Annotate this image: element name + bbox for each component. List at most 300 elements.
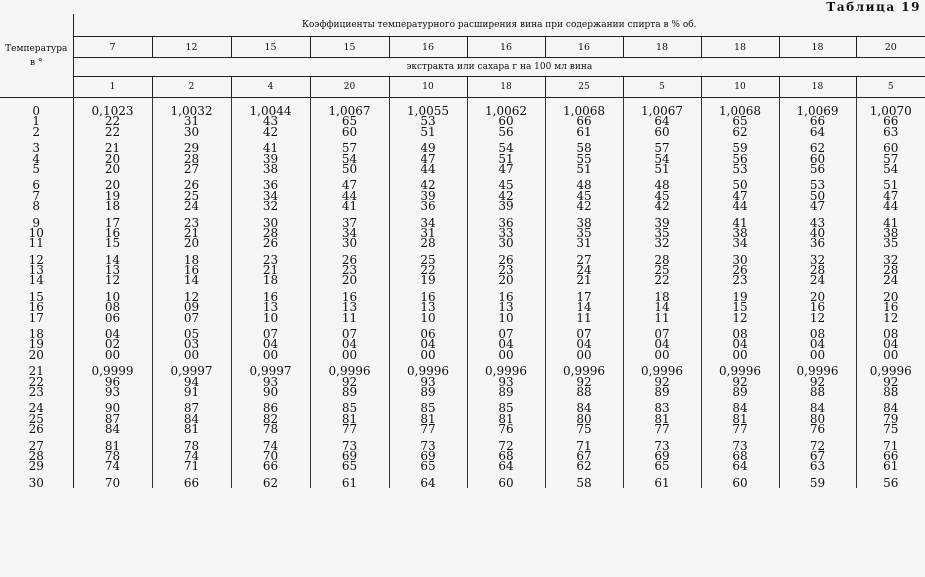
coefficient-value: 38 xyxy=(732,225,748,240)
coefficient-cell xyxy=(467,98,545,138)
coefficient-value: 28 xyxy=(262,225,279,240)
coefficient-value: 71 xyxy=(883,438,899,453)
coefficient-value: 08 xyxy=(809,327,826,342)
coefficient-cell xyxy=(856,472,925,488)
coefficient-cell xyxy=(152,360,231,397)
coefficient-cell xyxy=(545,360,623,397)
coefficient-value: 00 xyxy=(498,347,514,362)
temperature-value: 6 xyxy=(32,178,41,193)
coefficient-cell xyxy=(779,212,856,249)
coefficient-value: 67 xyxy=(576,448,592,463)
coefficient-value: 10 xyxy=(420,310,436,325)
temperature-value: 4 xyxy=(32,151,41,166)
coefficient-value: 81 xyxy=(420,411,436,426)
coefficient-value: 65 xyxy=(341,114,358,129)
coefficient-cell xyxy=(231,212,310,249)
coefficient-value: 71 xyxy=(576,438,592,453)
coefficient-value: 68 xyxy=(732,448,748,463)
temperature-value: 13 xyxy=(28,263,44,278)
coefficient-value: 64 xyxy=(420,475,436,490)
coefficient-value: 74 xyxy=(262,438,279,453)
coefficient-cell xyxy=(779,397,856,437)
coefficient-value: 0,9997 xyxy=(249,364,292,379)
coefficient-value: 85 xyxy=(498,401,514,416)
table-row xyxy=(0,174,925,211)
coefficient-value: 20 xyxy=(809,289,826,304)
coefficient-cell xyxy=(231,397,310,437)
coefficient-value: 63 xyxy=(809,459,826,474)
temperature-value: 28 xyxy=(28,448,44,463)
coefficient-value: 47 xyxy=(883,188,899,203)
coefficient-value: 47 xyxy=(498,161,514,176)
coefficient-cell xyxy=(701,323,779,360)
coefficient-value: 33 xyxy=(498,225,514,240)
coefficient-value: 65 xyxy=(341,459,358,474)
coefficient-value: 11 xyxy=(341,310,358,325)
coefficient-value: 56 xyxy=(732,151,748,166)
temperature-value: 18 xyxy=(28,327,44,342)
coefficient-value: 00 xyxy=(732,347,748,362)
temperature-value: 25 xyxy=(28,411,44,426)
coefficient-value: 10 xyxy=(104,289,121,304)
temperature-value: 24 xyxy=(28,401,44,416)
coefficient-value: 10 xyxy=(498,310,514,325)
coefficient-value: 28 xyxy=(809,263,826,278)
coefficient-value: 0,9996 xyxy=(407,364,449,379)
coefficient-value: 21 xyxy=(262,263,279,278)
coefficient-value: 06 xyxy=(104,310,121,325)
coefficient-value: 0,9996 xyxy=(719,364,761,379)
coefficient-value: 42 xyxy=(498,188,514,203)
temperature-cell xyxy=(0,435,73,472)
table-row xyxy=(0,212,925,249)
coefficient-cell xyxy=(779,472,856,488)
coefficient-value: 77 xyxy=(654,422,670,437)
temperature-value: 8 xyxy=(32,199,41,214)
extract-label: экстракта или сахара г на 100 мл вина xyxy=(73,58,925,77)
coefficient-cell xyxy=(231,435,310,472)
coefficient-cell xyxy=(310,323,389,360)
coefficient-value: 12 xyxy=(732,310,748,325)
temperature-value: 27 xyxy=(28,438,44,453)
coefficient-cell xyxy=(545,174,623,214)
coefficient-cell xyxy=(389,137,467,174)
coefficient-value: 66 xyxy=(576,114,592,129)
coefficient-value: 07 xyxy=(576,327,592,342)
coefficient-value: 28 xyxy=(183,151,200,166)
coefficient-value: 25 xyxy=(420,252,436,267)
coefficient-value: 34 xyxy=(262,188,279,203)
coefficient-value: 22 xyxy=(104,114,121,129)
coefficient-cell xyxy=(701,249,779,286)
coefficient-value: 44 xyxy=(341,188,358,203)
temperature-value: 5 xyxy=(32,161,41,176)
coefficient-value: 75 xyxy=(576,422,592,437)
temperature-cell xyxy=(0,98,73,138)
coefficient-cell xyxy=(701,360,779,397)
coefficient-cell xyxy=(467,286,545,323)
coefficient-value: 80 xyxy=(576,411,592,426)
coefficient-value: 12 xyxy=(104,273,121,288)
temperature-value: 30 xyxy=(28,475,44,490)
coefficient-value: 23 xyxy=(498,263,514,278)
coefficient-value: 81 xyxy=(104,438,121,453)
coefficient-value: 18 xyxy=(183,252,200,267)
coefficient-value: 1,0069 xyxy=(796,104,839,118)
coefficient-cell xyxy=(73,98,152,138)
coefficient-cell xyxy=(467,360,545,397)
coefficient-value: 51 xyxy=(420,124,436,139)
coefficient-value: 20 xyxy=(104,151,121,166)
coefficient-cell xyxy=(623,435,701,472)
coefficient-value: 60 xyxy=(809,151,826,166)
coefficient-value: 30 xyxy=(262,215,279,230)
coefficient-value: 92 xyxy=(732,374,748,389)
coefficient-value: 47 xyxy=(732,188,748,203)
coefficient-cell xyxy=(467,174,545,214)
coefficient-cell xyxy=(231,323,310,360)
coefficient-value: 59 xyxy=(809,475,826,490)
coefficient-value: 20 xyxy=(104,178,121,193)
temperature-value: 0 xyxy=(32,104,41,118)
coefficient-value: 60 xyxy=(341,124,358,139)
coefficient-value: 20 xyxy=(883,289,899,304)
coefficient-value: 13 xyxy=(262,300,279,315)
coefficient-value: 44 xyxy=(732,199,748,214)
coefficient-value: 50 xyxy=(341,161,358,176)
coefficient-value: 14 xyxy=(654,300,670,315)
coefficient-value: 26 xyxy=(183,178,200,193)
coefficient-cell xyxy=(310,397,389,437)
coefficient-value: 25 xyxy=(183,188,200,203)
coefficient-value: 54 xyxy=(883,161,899,176)
coefficient-cell xyxy=(779,435,856,472)
coefficient-value: 37 xyxy=(341,215,358,230)
coefficient-value: 45 xyxy=(576,188,592,203)
coefficient-value: 88 xyxy=(576,384,592,399)
coefficient-value: 32 xyxy=(809,252,826,267)
coefficient-value: 16 xyxy=(420,289,436,304)
coefficient-value: 17 xyxy=(104,215,121,230)
coefficient-value: 24 xyxy=(576,263,592,278)
coefficient-value: 00 xyxy=(104,347,121,362)
coefficient-value: 1,0044 xyxy=(249,104,292,118)
coefficient-value: 53 xyxy=(809,178,826,193)
table-title: Коэффициенты температурного расширения вина при содержании спирта в % об. xyxy=(73,14,925,37)
coefficient-cell xyxy=(310,212,389,249)
coefficient-value: 1,0032 xyxy=(170,104,213,118)
coefficient-value: 76 xyxy=(809,422,826,437)
coefficient-cell xyxy=(467,212,545,249)
coefficient-cell xyxy=(779,98,856,138)
coefficient-value: 81 xyxy=(732,411,748,426)
coefficient-cell xyxy=(152,98,231,138)
coefficient-cell xyxy=(231,174,310,214)
coefficient-value: 69 xyxy=(654,448,670,463)
extract-header-4: 20 xyxy=(310,77,389,98)
coefficient-value: 43 xyxy=(809,215,826,230)
coefficient-cell xyxy=(545,397,623,437)
coefficient-value: 0,9996 xyxy=(563,364,605,379)
coefficient-value: 42 xyxy=(262,124,279,139)
coefficient-cell xyxy=(389,286,467,323)
temperature-cell xyxy=(0,249,73,286)
coefficient-cell xyxy=(310,98,389,138)
coefficient-value: 69 xyxy=(341,448,358,463)
coefficient-value: 64 xyxy=(732,459,748,474)
coefficient-cell xyxy=(310,249,389,286)
coefficient-value: 16 xyxy=(809,300,826,315)
coefficient-value: 54 xyxy=(654,151,670,166)
temperature-cell xyxy=(0,212,73,249)
temperature-value: 11 xyxy=(28,236,44,251)
coefficient-value: 66 xyxy=(809,114,826,129)
coefficient-value: 61 xyxy=(883,459,899,474)
coefficient-value: 42 xyxy=(576,199,592,214)
coefficient-value: 74 xyxy=(104,459,121,474)
coefficient-value: 56 xyxy=(498,124,514,139)
coefficient-value: 56 xyxy=(883,475,899,490)
temperature-value: 10 xyxy=(28,225,44,240)
coefficient-value: 04 xyxy=(262,337,279,352)
coefficient-value: 73 xyxy=(341,438,358,453)
coefficient-value: 63 xyxy=(883,124,899,139)
table-row xyxy=(0,360,925,397)
coefficient-value: 23 xyxy=(183,215,200,230)
coefficient-cell xyxy=(231,472,310,488)
coefficient-value: 16 xyxy=(104,225,121,240)
coefficient-cell xyxy=(779,137,856,174)
coefficient-value: 39 xyxy=(420,188,436,203)
coefficient-value: 12 xyxy=(809,310,826,325)
coefficient-value: 16 xyxy=(341,289,358,304)
alcohol-header-7: 16 xyxy=(545,37,623,58)
coefficient-value: 81 xyxy=(498,411,514,426)
coefficient-cell xyxy=(310,174,389,214)
extract-header-2: 2 xyxy=(152,77,231,98)
temperature-value: 19 xyxy=(28,337,44,352)
coefficient-cell xyxy=(467,397,545,437)
coefficient-cell xyxy=(623,174,701,214)
coefficient-value: 84 xyxy=(183,411,200,426)
coefficient-cell xyxy=(389,360,467,397)
coefficient-value: 93 xyxy=(420,374,436,389)
coefficient-cell xyxy=(310,472,389,488)
coefficient-value: 88 xyxy=(883,384,899,399)
coefficient-value: 60 xyxy=(732,475,748,490)
coefficient-value: 13 xyxy=(341,300,358,315)
coefficient-cell xyxy=(623,360,701,397)
coefficient-value: 92 xyxy=(341,374,358,389)
coefficient-cell xyxy=(623,212,701,249)
coefficient-value: 36 xyxy=(420,199,436,214)
coefficient-cell xyxy=(152,286,231,323)
coefficient-value: 13 xyxy=(420,300,436,315)
extract-header-8: 5 xyxy=(623,77,701,98)
coefficient-cell xyxy=(152,435,231,472)
coefficient-value: 45 xyxy=(498,178,514,193)
coefficient-value: 92 xyxy=(576,374,592,389)
coefficient-value: 81 xyxy=(654,411,670,426)
extract-row xyxy=(0,77,925,98)
coefficient-value: 84 xyxy=(576,401,592,416)
coefficient-cell xyxy=(623,98,701,138)
extract-header-3: 4 xyxy=(231,77,310,98)
coefficient-cell xyxy=(231,286,310,323)
coefficient-value: 84 xyxy=(732,401,748,416)
temperature-value: 22 xyxy=(28,374,44,389)
coefficient-value: 85 xyxy=(341,401,358,416)
coefficient-value: 07 xyxy=(183,310,200,325)
coefficient-value: 65 xyxy=(420,459,436,474)
coefficient-cell xyxy=(779,286,856,323)
coefficient-value: 00 xyxy=(654,347,670,362)
coefficient-value: 16 xyxy=(262,289,279,304)
coefficient-value: 22 xyxy=(420,263,436,278)
coefficient-value: 18 xyxy=(104,199,121,214)
coefficient-value: 18 xyxy=(262,273,279,288)
coefficient-value: 26 xyxy=(262,236,279,251)
coefficient-cell xyxy=(389,249,467,286)
coefficient-value: 65 xyxy=(732,114,748,129)
coefficient-cell xyxy=(623,472,701,488)
coefficient-value: 34 xyxy=(732,236,748,251)
coefficient-cell xyxy=(467,323,545,360)
coefficient-value: 18 xyxy=(654,289,670,304)
coefficient-value: 81 xyxy=(183,422,200,437)
coefficient-value: 59 xyxy=(732,141,748,156)
table-body xyxy=(0,98,925,489)
coefficient-value: 0,9996 xyxy=(328,364,371,379)
table-row xyxy=(0,286,925,323)
coefficient-value: 84 xyxy=(809,401,826,416)
coefficient-value: 15 xyxy=(104,236,121,251)
temperature-value: 1 xyxy=(32,114,41,129)
coefficient-value: 86 xyxy=(262,401,279,416)
coefficient-value: 04 xyxy=(654,337,670,352)
coefficient-value: 26 xyxy=(498,252,514,267)
coefficient-value: 57 xyxy=(883,151,899,166)
coefficient-value: 21 xyxy=(576,273,592,288)
coefficient-value: 24 xyxy=(809,273,826,288)
temperature-value: 3 xyxy=(32,141,41,156)
coefficient-cell xyxy=(231,98,310,138)
coefficient-value: 94 xyxy=(183,374,200,389)
coefficient-value: 30 xyxy=(341,236,358,251)
coefficient-cell xyxy=(467,472,545,488)
coefficient-value: 15 xyxy=(732,300,748,315)
temperature-value: 29 xyxy=(28,459,44,474)
coefficient-cell xyxy=(389,323,467,360)
coefficient-value: 04 xyxy=(576,337,592,352)
coefficient-value: 39 xyxy=(498,199,514,214)
coefficient-value: 39 xyxy=(262,151,279,166)
coefficient-value: 77 xyxy=(420,422,436,437)
coefficient-value: 90 xyxy=(104,401,121,416)
expansion-coefficients-table xyxy=(0,14,925,488)
coefficient-value: 78 xyxy=(104,448,121,463)
coefficient-value: 72 xyxy=(809,438,826,453)
coefficient-value: 26 xyxy=(732,263,748,278)
coefficient-value: 19 xyxy=(420,273,436,288)
coefficient-value: 91 xyxy=(183,384,200,399)
temperature-unit: в ° xyxy=(30,57,43,68)
coefficient-cell xyxy=(152,323,231,360)
temperature-value: 21 xyxy=(28,364,44,379)
alcohol-header-8: 18 xyxy=(623,37,701,58)
coefficient-value: 48 xyxy=(576,178,592,193)
coefficient-cell xyxy=(701,212,779,249)
coefficient-value: 60 xyxy=(654,124,670,139)
coefficient-value: 93 xyxy=(104,384,121,399)
coefficient-value: 47 xyxy=(341,178,358,193)
coefficient-value: 45 xyxy=(654,188,670,203)
coefficient-value: 31 xyxy=(420,225,436,240)
coefficient-value: 32 xyxy=(883,252,899,267)
coefficient-cell xyxy=(856,286,925,323)
alcohol-row xyxy=(0,37,925,58)
coefficient-cell xyxy=(231,249,310,286)
coefficient-cell xyxy=(856,360,925,397)
coefficient-cell xyxy=(701,174,779,214)
coefficient-value: 20 xyxy=(341,273,358,288)
coefficient-value: 0,9996 xyxy=(796,364,839,379)
coefficient-value: 16 xyxy=(183,263,200,278)
coefficient-value: 64 xyxy=(809,124,826,139)
extract-header-7: 25 xyxy=(545,77,623,98)
coefficient-cell xyxy=(545,137,623,174)
coefficient-value: 87 xyxy=(104,411,121,426)
coefficient-cell xyxy=(389,435,467,472)
coefficient-cell xyxy=(856,212,925,249)
coefficient-value: 20 xyxy=(183,236,200,251)
coefficient-value: 31 xyxy=(183,114,200,129)
coefficient-value: 42 xyxy=(654,199,670,214)
coefficient-cell xyxy=(73,435,152,472)
coefficient-cell xyxy=(856,174,925,214)
coefficient-cell xyxy=(152,472,231,488)
temperature-value: 20 xyxy=(28,347,44,362)
coefficient-value: 14 xyxy=(183,273,200,288)
coefficient-value: 24 xyxy=(883,273,899,288)
coefficient-value: 21 xyxy=(104,141,121,156)
coefficient-cell xyxy=(623,323,701,360)
coefficient-value: 62 xyxy=(576,459,592,474)
coefficient-cell xyxy=(73,249,152,286)
coefficient-cell xyxy=(231,360,310,397)
coefficient-value: 30 xyxy=(498,236,514,251)
coefficient-value: 81 xyxy=(341,411,358,426)
alcohol-header-6: 16 xyxy=(467,37,545,58)
alcohol-header-2: 12 xyxy=(152,37,231,58)
coefficient-cell xyxy=(152,137,231,174)
coefficient-cell xyxy=(623,249,701,286)
coefficient-value: 89 xyxy=(341,384,358,399)
coefficient-value: 92 xyxy=(654,374,670,389)
temperature-cell xyxy=(0,323,73,360)
coefficient-value: 51 xyxy=(654,161,670,176)
coefficient-value: 23 xyxy=(262,252,279,267)
coefficient-value: 41 xyxy=(341,199,358,214)
coefficient-value: 1,0055 xyxy=(407,104,449,118)
coefficient-value: 66 xyxy=(883,448,899,463)
coefficient-value: 53 xyxy=(732,161,748,176)
coefficient-value: 61 xyxy=(576,124,592,139)
coefficient-value: 13 xyxy=(104,263,121,278)
coefficient-value: 64 xyxy=(498,459,514,474)
coefficient-value: 04 xyxy=(732,337,748,352)
coefficient-cell xyxy=(779,249,856,286)
